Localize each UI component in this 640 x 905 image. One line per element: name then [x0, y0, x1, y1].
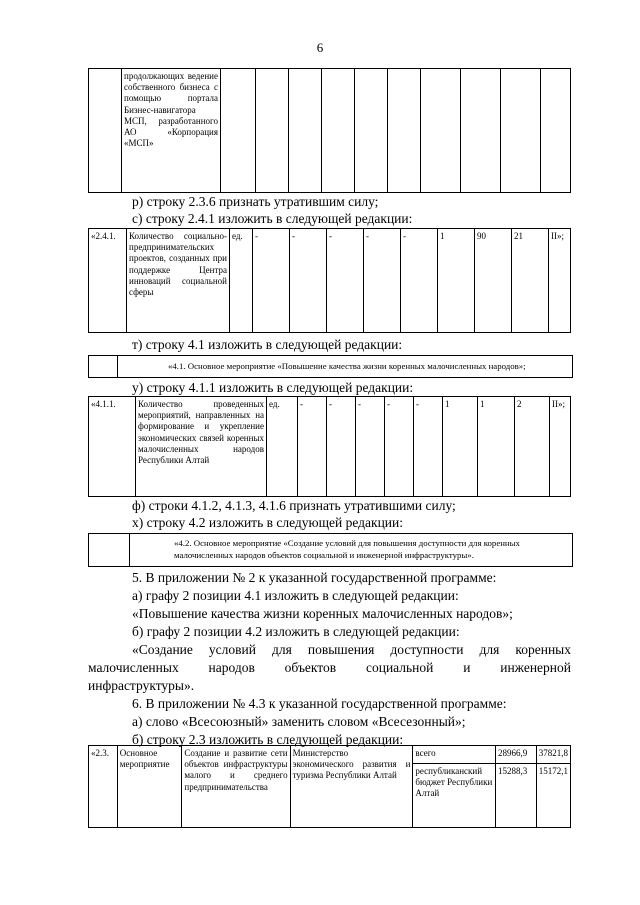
table-row-4-1	[88, 355, 573, 378]
paragraph-6b: б) строку 2.3 изложить в следующей редакции:	[132, 732, 404, 747]
row-description: Количество социально-предпринимательских проектов, созданных при поддержке Центра инноваций социальной сферы	[127, 229, 230, 333]
instruction-t: т) строку 4.1 изложить в следующей редакции:	[132, 337, 403, 352]
paragraph-6a: а) слово «Всесоюзный» заменить словом «Всесезонный»;	[132, 714, 466, 729]
funding-value: 37821,8	[536, 746, 570, 764]
paragraph-5b: б) графу 2 позиции 4.2 изложить в следующей редакции:	[132, 624, 460, 639]
row-unit: ед.	[230, 229, 253, 333]
table-row-2-4-1	[88, 228, 571, 333]
row-4-2-line1: «4.2. Основное мероприятие «Создание условий для повышения доступности для коренных	[174, 538, 520, 548]
row-dash: -	[327, 397, 356, 497]
instruction-r: р) строку 2.3.6 признать утратившим силу;	[132, 194, 379, 209]
table-row-4-1-1	[88, 396, 571, 497]
row-value: 2	[515, 397, 550, 497]
paragraph-5a: а) графу 2 позиции 4.1 изложить в следующей редакции:	[132, 588, 459, 603]
row-value: 90	[475, 229, 512, 333]
row-dash: -	[327, 229, 364, 333]
instruction-s: с) строку 2.4.1 изложить в следующей редакции:	[132, 211, 413, 226]
funding-value: 28966,9	[495, 746, 536, 764]
row-dash: -	[298, 397, 327, 497]
row-value: 1	[478, 397, 515, 497]
row-4-2-line2: малочисленных народов объектов социальной и инженерной инфраструктуры».	[174, 550, 474, 560]
row-dash: -	[356, 397, 385, 497]
row-value: 1	[438, 229, 475, 333]
funding-source: всего	[413, 746, 496, 764]
row-4-1-text: «4.1. Основное мероприятие «Повышение качества жизни коренных малочисленных народов»;	[168, 361, 526, 371]
row-description: Количество проведенных мероприятий, направленных на формирование и укрепление экономических связей коренных малочисленных народов Республики Алтай	[136, 397, 267, 497]
paragraph-5b-line3: инфраструктуры».	[88, 678, 195, 693]
row-dash: -	[401, 229, 438, 333]
row-unit: ед.	[267, 397, 298, 497]
paragraph-6: 6. В приложении № 4.3 к указанной государственной программе:	[132, 696, 507, 711]
instruction-u: у) строку 4.1.1 изложить в следующей редакции:	[132, 380, 414, 395]
row-value: II»;	[549, 229, 571, 333]
instruction-h: х) строку 4.2 изложить в следующей редакции:	[132, 515, 404, 530]
table-row-2-3	[88, 745, 571, 828]
paragraph-5: 5. В приложении № 2 к указанной государственной программе:	[132, 570, 497, 585]
paragraph-5b-line2: малочисленных народов объектов социальной и инженерной	[88, 660, 571, 675]
table-cell-desc: продолжающих ведение собственного бизнеса с помощью портала Бизнес-навигатора МСП, разработанного АО «Корпорация «МСП»	[122, 69, 221, 193]
row-dash: -	[253, 229, 290, 333]
table-continuation	[88, 68, 571, 193]
row-dash: -	[385, 397, 414, 497]
row-value: 1	[443, 397, 478, 497]
funding-value: 15288,3	[495, 764, 536, 828]
row-organization: Министерство экономического развития и туризма Республики Алтай	[290, 746, 413, 828]
row-dash: -	[414, 397, 443, 497]
row-type: Основное мероприятие	[117, 746, 182, 828]
page-number: 6	[316, 40, 324, 55]
row-value: 21	[512, 229, 549, 333]
row-dash: -	[290, 229, 327, 333]
row-number: «2.3.	[89, 746, 118, 828]
row-dash: -	[364, 229, 401, 333]
table-row-4-2	[88, 533, 573, 567]
row-number: «4.1.1.	[89, 397, 136, 497]
funding-value: 15172,1	[536, 764, 570, 828]
row-description: Создание и развитие сети объектов инфраструктуры малого и среднего предпринимательства	[182, 746, 290, 828]
row-value: II»;	[550, 397, 571, 497]
row-number: «2.4.1.	[89, 229, 127, 333]
paragraph-5a-text: «Повышение качества жизни коренных малочисленных народов»;	[132, 606, 513, 621]
funding-source: республиканский бюджет Республики Алтай	[413, 764, 496, 828]
instruction-f: ф) строки 4.1.2, 4.1.3, 4.1.6 признать утратившими силу;	[132, 498, 456, 513]
paragraph-5b-line1: «Создание условий для повышения доступности для коренных	[132, 642, 571, 657]
